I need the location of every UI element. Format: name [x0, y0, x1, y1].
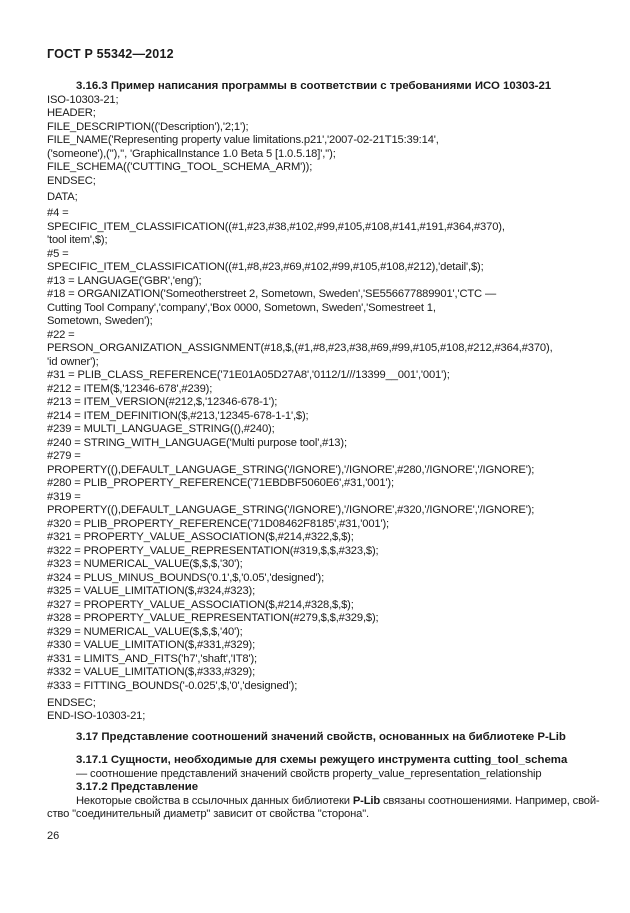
- code-line: Sometown, Sweden');: [47, 315, 153, 327]
- code-line: #333 = FITTING_BOUNDS('-0.025',$,'0','designed');: [47, 680, 298, 692]
- code-line: #280 = PLIB_PROPERTY_REFERENCE('71EBDBF5060E6',#31,'001');: [47, 477, 394, 489]
- code-line: #18 = ORGANIZATION('Someotherstreet 2, Sometown, Sweden','SE556677889901','CTC —: [47, 288, 496, 300]
- code-line: PROPERTY((),DEFAULT_LANGUAGE_STRING('/IGNORE'),'/IGNORE',#320,'/IGNORE','/IGNORE');: [47, 504, 535, 516]
- code-line: #332 = VALUE_LIMITATION($,#333,#329);: [47, 666, 256, 678]
- code-line: #323 = NUMERICAL_VALUE($,$,$,'30');: [47, 558, 243, 570]
- code-line: #279 =: [47, 450, 81, 462]
- code-line: #329 = NUMERICAL_VALUE($,$,$,'40');: [47, 626, 243, 638]
- code-line: #5 =: [47, 248, 69, 260]
- code-line: #240 = STRING_WITH_LANGUAGE('Multi purpose tool',#13);: [47, 437, 347, 449]
- code-line: PERSON_ORGANIZATION_ASSIGNMENT(#18,$,(#1,#8,#23,#38,#69,#99,#105,#108,#212,#364,#370),: [47, 342, 553, 354]
- code-line: END-ISO-10303-21;: [47, 710, 146, 722]
- code-line: ('someone'),(''),'', 'GraphicalInstance 1.0 Beta 5 [1.0.5.18]','');: [47, 148, 336, 160]
- paragraph-text: Некоторые свойства в ссылочных данных библиотеки: [76, 795, 353, 807]
- code-line: FILE_SCHEMA(('CUTTING_TOOL_SCHEMA_ARM'));: [47, 161, 313, 173]
- page-number: 26: [47, 830, 60, 842]
- code-line: #330 = VALUE_LIMITATION($,#331,#329);: [47, 639, 256, 651]
- code-line: ENDSEC;: [47, 175, 96, 187]
- paragraph-line-1: [76, 795, 600, 808]
- code-line: #214 = ITEM_DEFINITION($,#213,'12345-678-1-1',$);: [47, 410, 309, 422]
- section-heading-3-17: 3.17 Представление соотношений значений свойств, основанных на библиотеке P-Lib: [76, 731, 566, 743]
- code-line: #324 = PLUS_MINUS_BOUNDS('0.1',$,'0.05','designed');: [47, 572, 325, 584]
- code-line: #4 =: [47, 207, 69, 219]
- code-line: SPECIFIC_ITEM_CLASSIFICATION((#1,#23,#38,#102,#99,#105,#108,#141,#191,#364,#370),: [47, 221, 505, 233]
- section-heading-3-17-2: 3.17.2 Представление: [76, 781, 199, 793]
- paragraph-text: связаны соотношениями. Например, свой-: [380, 795, 600, 807]
- code-line: #320 = PLIB_PROPERTY_REFERENCE('71D08462F8185',#31,'001');: [47, 518, 389, 530]
- code-line: ENDSEC;: [47, 697, 96, 709]
- standard-header: ГОСТ Р 55342—2012: [47, 47, 174, 61]
- entity-list-item: — соотношение представлений значений свойств property_value_representation_relationship: [76, 768, 542, 780]
- section-heading-3-16-3: 3.16.3 Пример написания программы в соответствии с требованиями ИСО 10303-21: [76, 80, 552, 92]
- code-line: Cutting Tool Company','company','Box 0000, Sometown, Sweden','Somestreet 1,: [47, 302, 436, 314]
- code-line: PROPERTY((),DEFAULT_LANGUAGE_STRING('/IGNORE'),'/IGNORE',#280,'/IGNORE','/IGNORE');: [47, 464, 535, 476]
- paragraph-line-2: ство "соединительный диаметр" зависит от свойства "сторона".: [47, 808, 369, 820]
- code-line: #213 = ITEM_VERSION(#212,$,'12346-678-1');: [47, 396, 278, 408]
- code-line: SPECIFIC_ITEM_CLASSIFICATION((#1,#8,#23,#69,#102,#99,#105,#108,#212),'detail',$);: [47, 261, 484, 273]
- code-line: HEADER;: [47, 107, 96, 119]
- code-line: #13 = LANGUAGE('GBR','eng');: [47, 275, 202, 287]
- code-line: FILE_DESCRIPTION(('Description'),'2;1');: [47, 121, 249, 133]
- code-line: #325 = VALUE_LIMITATION($,#324,#323);: [47, 585, 256, 597]
- code-line: #321 = PROPERTY_VALUE_ASSOCIATION($,#214,#322,$,$);: [47, 531, 354, 543]
- code-line: ISO-10303-21;: [47, 94, 119, 106]
- code-line: #322 = PROPERTY_VALUE_REPRESENTATION(#319,$,$,#323,$);: [47, 545, 379, 557]
- code-line: #328 = PROPERTY_VALUE_REPRESENTATION(#279,$,$,#329,$);: [47, 612, 379, 624]
- code-line: #327 = PROPERTY_VALUE_ASSOCIATION($,#214,#328,$,$);: [47, 599, 354, 611]
- code-line: 'tool item',$);: [47, 234, 108, 246]
- code-line: #212 = ITEM($,'12346-678',#239);: [47, 383, 213, 395]
- code-line: DATA;: [47, 191, 78, 203]
- code-line: #239 = MULTI_LANGUAGE_STRING((),#240);: [47, 423, 275, 435]
- code-line: #31 = PLIB_CLASS_REFERENCE('71E01A05D27A8','0112/1///13399__001','001');: [47, 369, 450, 381]
- plib-term: P-Lib: [352, 795, 381, 807]
- code-line: FILE_NAME('Representing property value limitations.p21','2007-02-21T15:39:14',: [47, 134, 439, 146]
- section-heading-3-17-1: 3.17.1 Сущности, необходимые для схемы режущего инструмента cutting_tool_schema: [76, 754, 568, 766]
- code-line: #22 =: [47, 329, 75, 341]
- code-line: 'id owner');: [47, 356, 99, 368]
- code-line: #319 =: [47, 491, 81, 503]
- code-line: #331 = LIMITS_AND_FITS('h7','shaft','IT8');: [47, 653, 257, 665]
